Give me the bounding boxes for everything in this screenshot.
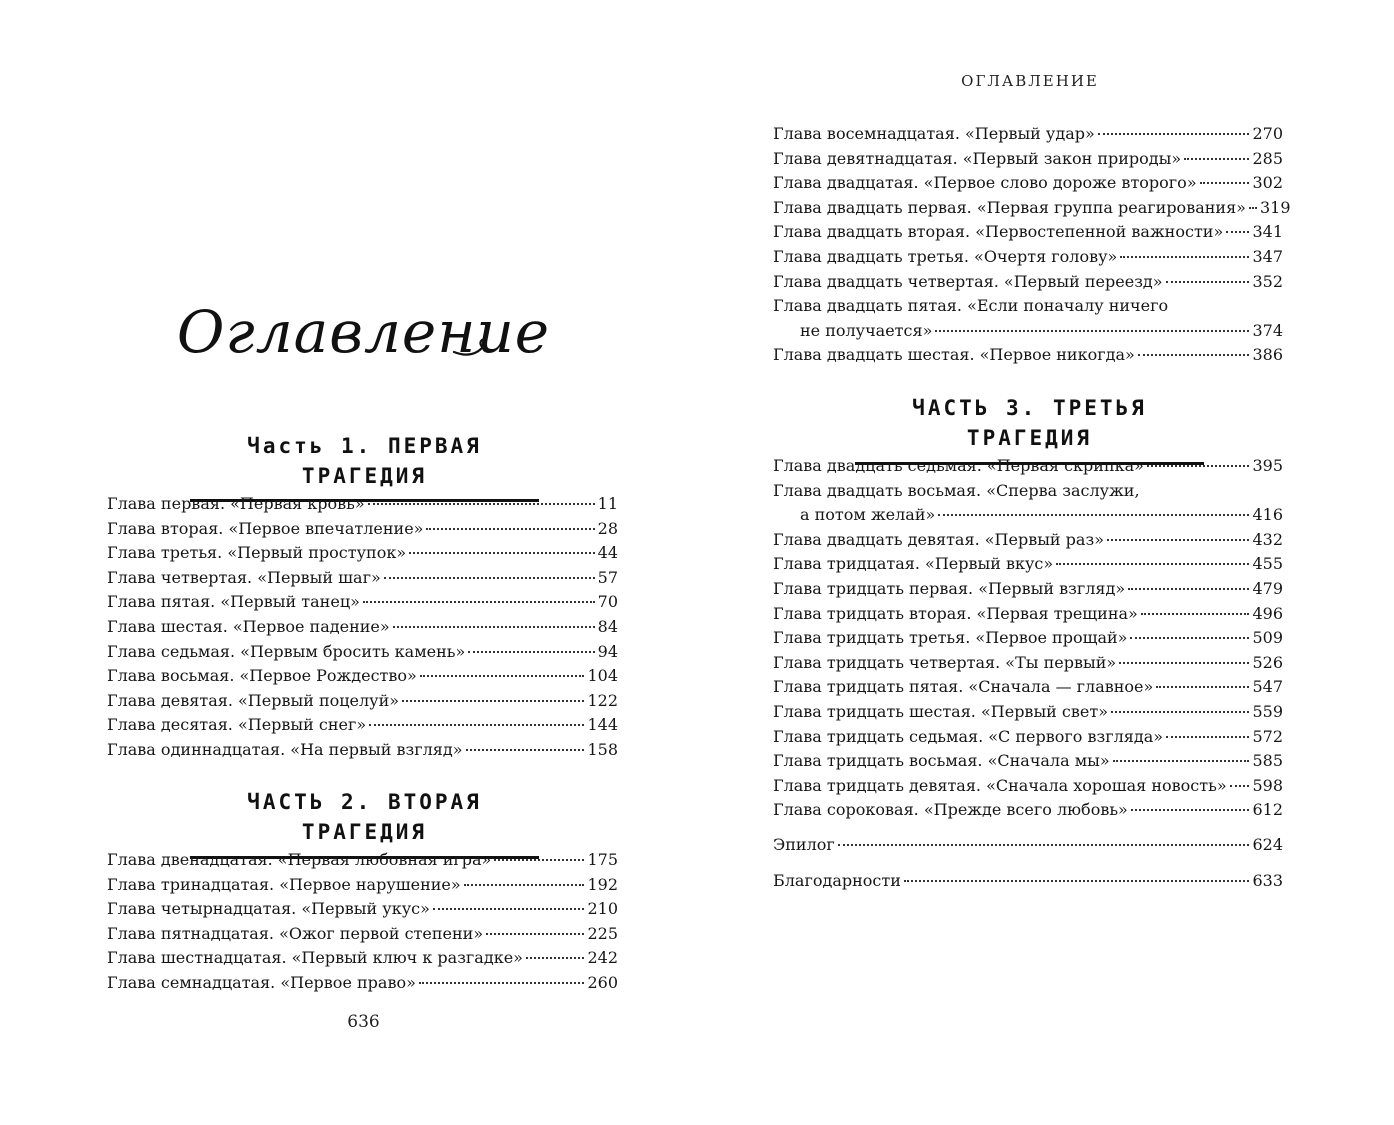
toc-entry	[773, 270, 1283, 295]
toc-page-number: 341	[1252, 222, 1283, 242]
toc-entry	[107, 615, 618, 640]
toc-page-number: 144	[587, 715, 618, 735]
part3-entries	[773, 454, 1283, 823]
toc-entry-title: Глава девятая. «Первый поцелуй»	[107, 690, 400, 710]
dot-leader	[1107, 539, 1249, 541]
toc-entry-title: Благодарности	[773, 870, 901, 890]
toc-page-number: 559	[1252, 701, 1283, 721]
toc-entry	[773, 700, 1283, 725]
toc-entry	[107, 848, 618, 873]
toc-entry-title: Глава седьмая. «Первым бросить камень»	[107, 641, 466, 661]
toc-entry-title: Глава девятнадцатая. «Первый закон природы»	[773, 148, 1182, 168]
toc-page-number: 416	[1252, 505, 1283, 525]
toc-entry-title: Глава двадцатая. «Первое слово дороже второго»	[773, 173, 1197, 193]
toc-entry-title: Глава вторая. «Первое впечатление»	[107, 518, 424, 538]
toc-entry-title: Глава тридцать седьмая. «С первого взгляда»	[773, 726, 1164, 746]
toc-entry	[107, 922, 618, 947]
toc-entry-title: Глава одиннадцатая. «На первый взгляд»	[107, 739, 463, 759]
dot-leader	[368, 503, 595, 505]
toc-entry	[107, 590, 618, 615]
toc-page-number: 175	[587, 850, 618, 869]
part3-label: ЧАСТЬ 3. ТРЕТЬЯ ТРАГЕДИЯ	[912, 396, 1147, 450]
toc-entry-title: Глава двадцать первая. «Первая группа реагирования»	[773, 197, 1246, 217]
toc-page-number: 260	[587, 972, 618, 992]
toc-page-number: 242	[587, 948, 618, 968]
toc-page-number: 122	[587, 690, 618, 710]
toc-entry-title: Глава сороковая. «Прежде всего любовь»	[773, 800, 1128, 820]
dot-leader	[1113, 760, 1250, 762]
dot-leader	[466, 749, 585, 751]
dot-leader	[1141, 613, 1250, 615]
dot-leader	[486, 933, 584, 935]
title-swash-decoration	[452, 336, 492, 358]
toc-page-number: 479	[1252, 578, 1283, 598]
dot-leader	[904, 880, 1250, 882]
toc-entry	[773, 196, 1291, 221]
toc-page-number: 192	[587, 874, 618, 894]
toc-entry	[773, 798, 1283, 823]
part1-label: Часть 1. ПЕРВАЯ ТРАГЕДИЯ	[247, 434, 482, 488]
toc-entry	[773, 725, 1283, 750]
toc-page-number: 84	[597, 616, 618, 636]
toc-entry-title: Глава пятая. «Первый танец»	[107, 592, 360, 612]
page-number-left: 636	[347, 1012, 380, 1032]
toc-entry-title: Глава третья. «Первый проступок»	[107, 543, 407, 563]
dot-leader	[1147, 465, 1250, 467]
toc-entry	[773, 675, 1283, 700]
toc-page-number: 585	[1252, 751, 1283, 771]
toc-entry	[773, 171, 1283, 196]
dot-leader	[464, 884, 585, 886]
dot-leader	[494, 859, 584, 861]
part1-entries	[107, 492, 618, 763]
toc-entry	[107, 897, 618, 922]
toc-entry-title: Глава тридцать восьмая. «Сначала мы»	[773, 751, 1110, 771]
toc-entry	[773, 602, 1283, 627]
toc-entry-title: Глава первая. «Первая кровь»	[107, 494, 365, 513]
dot-leader	[1249, 207, 1257, 209]
toc-entry-title: Глава тридцать пятая. «Сначала — главное»	[773, 677, 1154, 697]
toc-page-number: 11	[597, 494, 618, 513]
dot-leader	[938, 514, 1249, 516]
toc-entry-title: Глава восемнадцатая. «Первый удар»	[773, 124, 1095, 143]
toc-entry	[773, 528, 1283, 553]
toc-entry-title: Глава тридцать первая. «Первый взгляд»	[773, 578, 1126, 598]
dot-leader	[1166, 736, 1249, 738]
dot-leader	[433, 908, 585, 910]
dot-leader	[526, 957, 585, 959]
toc-entry-title: Глава тридцать третья. «Первое прощай»	[773, 628, 1128, 648]
toc-page-number: 285	[1252, 148, 1283, 168]
toc-entry	[107, 664, 618, 689]
toc-entry	[773, 343, 1283, 368]
toc-entry	[107, 517, 618, 542]
right-page: ОГЛАВЛЕНИЕ Глава восемнадцатая. «Первый удар» 270 Глава девятнадцатая. «Первый закон природы» 285 Глава двадцатая. «Первое слово дороже второго» 302 Глава двадцать первая. «Первая группа реагирования» 319 Глава двадцать вторая. «Первостепенной важности» 341 Глава двадцать третья. «Очертя голову» 347 Глава двадцать четвертая. «Первый переезд» 352 Глава двадцать пятая. «Если поначалу ничего не получается» 374 Глава двадцать шестая. «Первое никогда» 386 ЧАСТЬ 3. ТРЕТЬЯ ТРАГЕДИЯ Глава двадцать седьмая. «Первая скрипка» 395 Глава двадцать восьмая. «Сперва заслужи, а потом желай» 416 Глава двадцать девятая. «Первый раз» 432 Глава тридцатая. «Первый вкус» 455 Глава тридцать первая. «Первый взгляд» 479 Глава тридцать вторая. «Первая трещина» 496 Глава тридцать третья. «Первое прощай» 509 Глава тридцать четвертая. «Ты первый» 526 Глава тридцать пятая. «Сначала — главное» 547 Глава тридцать шестая. «Первый свет» 559 Глава тридцать седьмая. «С первого взгляда» 572 Глава тридцать восьмая. «Сначала мы» 585 Глава тридцать девятая. «Сначала хорошая новость» 598 Глава сороковая. «Прежде всего любовь» 612 Эпилог 624 Благодарности 633	[697, 0, 1394, 1125]
toc-entry	[773, 503, 1283, 528]
toc-page-number: 57	[597, 567, 618, 587]
toc-page-number: 70	[597, 592, 618, 612]
toc-page-number: 210	[587, 899, 618, 919]
toc-entry	[107, 738, 618, 763]
toc-entry	[107, 492, 618, 517]
toc-entry	[107, 541, 618, 566]
toc-page-number: 347	[1252, 246, 1283, 266]
toc-page-number: 455	[1252, 554, 1283, 574]
toc-entry-title: Эпилог	[773, 835, 835, 854]
toc-entry	[107, 566, 618, 591]
part2-label: ЧАСТЬ 2. ВТОРАЯ ТРАГЕДИЯ	[247, 790, 482, 844]
toc-entry-title: Глава восьмая. «Первое Рождество»	[107, 666, 417, 686]
toc-page-number: 28	[597, 518, 618, 538]
toc-page-number: 319	[1259, 197, 1291, 217]
toc-entry-title: Глава четырнадцатая. «Первый укус»	[107, 899, 430, 919]
toc-entry	[107, 640, 618, 665]
toc-entry	[773, 774, 1283, 799]
dot-leader	[1119, 662, 1249, 664]
toc-entry-title: Глава шестая. «Первое падение»	[107, 616, 390, 636]
toc-entry	[773, 651, 1283, 676]
toc-page-number: 624	[1252, 835, 1283, 854]
dot-leader	[1131, 809, 1250, 811]
dot-leader	[402, 700, 584, 702]
part2-entries	[107, 848, 618, 996]
dot-leader	[935, 330, 1249, 332]
toc-entry-title: Глава пятнадцатая. «Ожог первой степени»	[107, 923, 484, 943]
toc-page-number: 352	[1252, 271, 1283, 291]
toc-page-number: 509	[1252, 628, 1283, 648]
toc-entry-title: Глава двадцать седьмая. «Первая скрипка»	[773, 456, 1144, 475]
dot-leader	[384, 577, 595, 579]
dot-leader	[1120, 256, 1249, 258]
toc-entry-title: Глава двадцать вторая. «Первостепенной важности»	[773, 222, 1224, 242]
toc-page-number: 526	[1252, 652, 1283, 672]
toc-page-number: 547	[1252, 677, 1283, 697]
toc-entry	[773, 749, 1283, 774]
toc-page-number: 158	[587, 739, 618, 759]
toc-page-number: 598	[1252, 775, 1283, 795]
dot-leader	[1230, 785, 1250, 787]
toc-page-number: 572	[1252, 726, 1283, 746]
toc-entry	[773, 122, 1283, 147]
contents-title: Оглавление	[176, 298, 551, 366]
dot-leader	[1098, 133, 1250, 135]
dot-leader	[393, 626, 595, 628]
toc-entry-title: Глава двадцать четвертая. «Первый переезд»	[773, 271, 1163, 291]
toc-entry-title: Глава шестнадцатая. «Первый ключ к разгадке»	[107, 948, 523, 968]
toc-entry	[107, 713, 618, 738]
toc-entry	[773, 220, 1283, 245]
part2-continued-entries	[773, 122, 1291, 368]
toc-entry-title: Глава двадцать пятая. «Если поначалу ничего	[773, 296, 1169, 316]
toc-entry	[773, 319, 1283, 344]
dot-leader	[1111, 711, 1249, 713]
toc-entry-title: Глава тринадцатая. «Первое нарушение»	[107, 874, 461, 894]
toc-entry	[773, 552, 1283, 577]
toc-entry	[773, 626, 1283, 651]
toc-page-number: 395	[1252, 456, 1283, 475]
back-matter-entries	[773, 833, 1283, 904]
toc-entry-title: Глава тридцать вторая. «Первая трещина»	[773, 603, 1138, 623]
toc-entry-title: Глава двенадцатая. «Первая любовная игра»	[107, 850, 492, 869]
toc-entry	[107, 873, 618, 898]
toc-entry	[773, 147, 1283, 172]
toc-entry	[773, 833, 1283, 858]
toc-entry	[107, 946, 618, 971]
toc-page-number: 94	[597, 641, 618, 661]
dot-leader	[1156, 686, 1249, 688]
toc-page-number: 270	[1252, 124, 1283, 143]
toc-entry	[773, 577, 1283, 602]
toc-entry-continuation: не получается»	[800, 320, 933, 340]
toc-entry-title: Глава двадцать девятая. «Первый раз»	[773, 529, 1104, 549]
dot-leader	[1166, 281, 1250, 283]
toc-entry-continuation: а потом желай»	[800, 505, 936, 525]
dot-leader	[1226, 231, 1249, 233]
dot-leader	[1130, 637, 1249, 639]
dot-leader	[369, 724, 584, 726]
toc-entry-title: Глава десятая. «Первый снег»	[107, 715, 367, 735]
dot-leader	[838, 844, 1250, 846]
dot-leader	[1128, 588, 1249, 590]
toc-entry	[107, 971, 618, 996]
toc-page-number: 496	[1252, 603, 1283, 623]
toc-entry	[773, 869, 1283, 894]
toc-entry-title: Глава тридцать шестая. «Первый свет»	[773, 701, 1108, 721]
dot-leader	[1200, 182, 1250, 184]
dot-leader	[1056, 563, 1249, 565]
toc-entry-title: Глава тридцатая. «Первый вкус»	[773, 554, 1054, 574]
toc-entry-title: Глава двадцать третья. «Очертя голову»	[773, 246, 1118, 266]
toc-entry-title: Глава тридцать девятая. «Сначала хорошая новость»	[773, 775, 1227, 795]
toc-page-number: 386	[1252, 345, 1283, 365]
dot-leader	[1184, 158, 1249, 160]
toc-page-number: 374	[1252, 320, 1283, 340]
dot-leader	[1138, 354, 1250, 356]
toc-entry	[773, 245, 1283, 270]
toc-entry	[107, 689, 618, 714]
toc-entry-title: Глава семнадцатая. «Первое право»	[107, 972, 416, 992]
toc-entry	[773, 454, 1283, 479]
toc-entry-title: Глава тридцать четвертая. «Ты первый»	[773, 652, 1117, 672]
toc-page-number: 225	[587, 923, 618, 943]
toc-page-number: 44	[597, 543, 618, 563]
dot-leader	[426, 528, 594, 530]
toc-entry-title: Глава двадцать шестая. «Первое никогда»	[773, 345, 1135, 365]
dot-leader	[419, 982, 585, 984]
toc-page-number: 612	[1252, 800, 1283, 820]
toc-entry-title: Глава двадцать восьмая. «Сперва заслужи,	[773, 480, 1140, 500]
toc-page-number: 104	[587, 666, 618, 686]
dot-leader	[468, 651, 594, 653]
dot-leader	[420, 675, 585, 677]
toc-page-number: 302	[1252, 173, 1283, 193]
dot-leader	[409, 552, 595, 554]
dot-leader	[363, 601, 595, 603]
toc-page-number: 432	[1252, 529, 1283, 549]
toc-page-number: 633	[1252, 870, 1283, 890]
toc-entry-title: Глава четвертая. «Первый шаг»	[107, 567, 381, 587]
